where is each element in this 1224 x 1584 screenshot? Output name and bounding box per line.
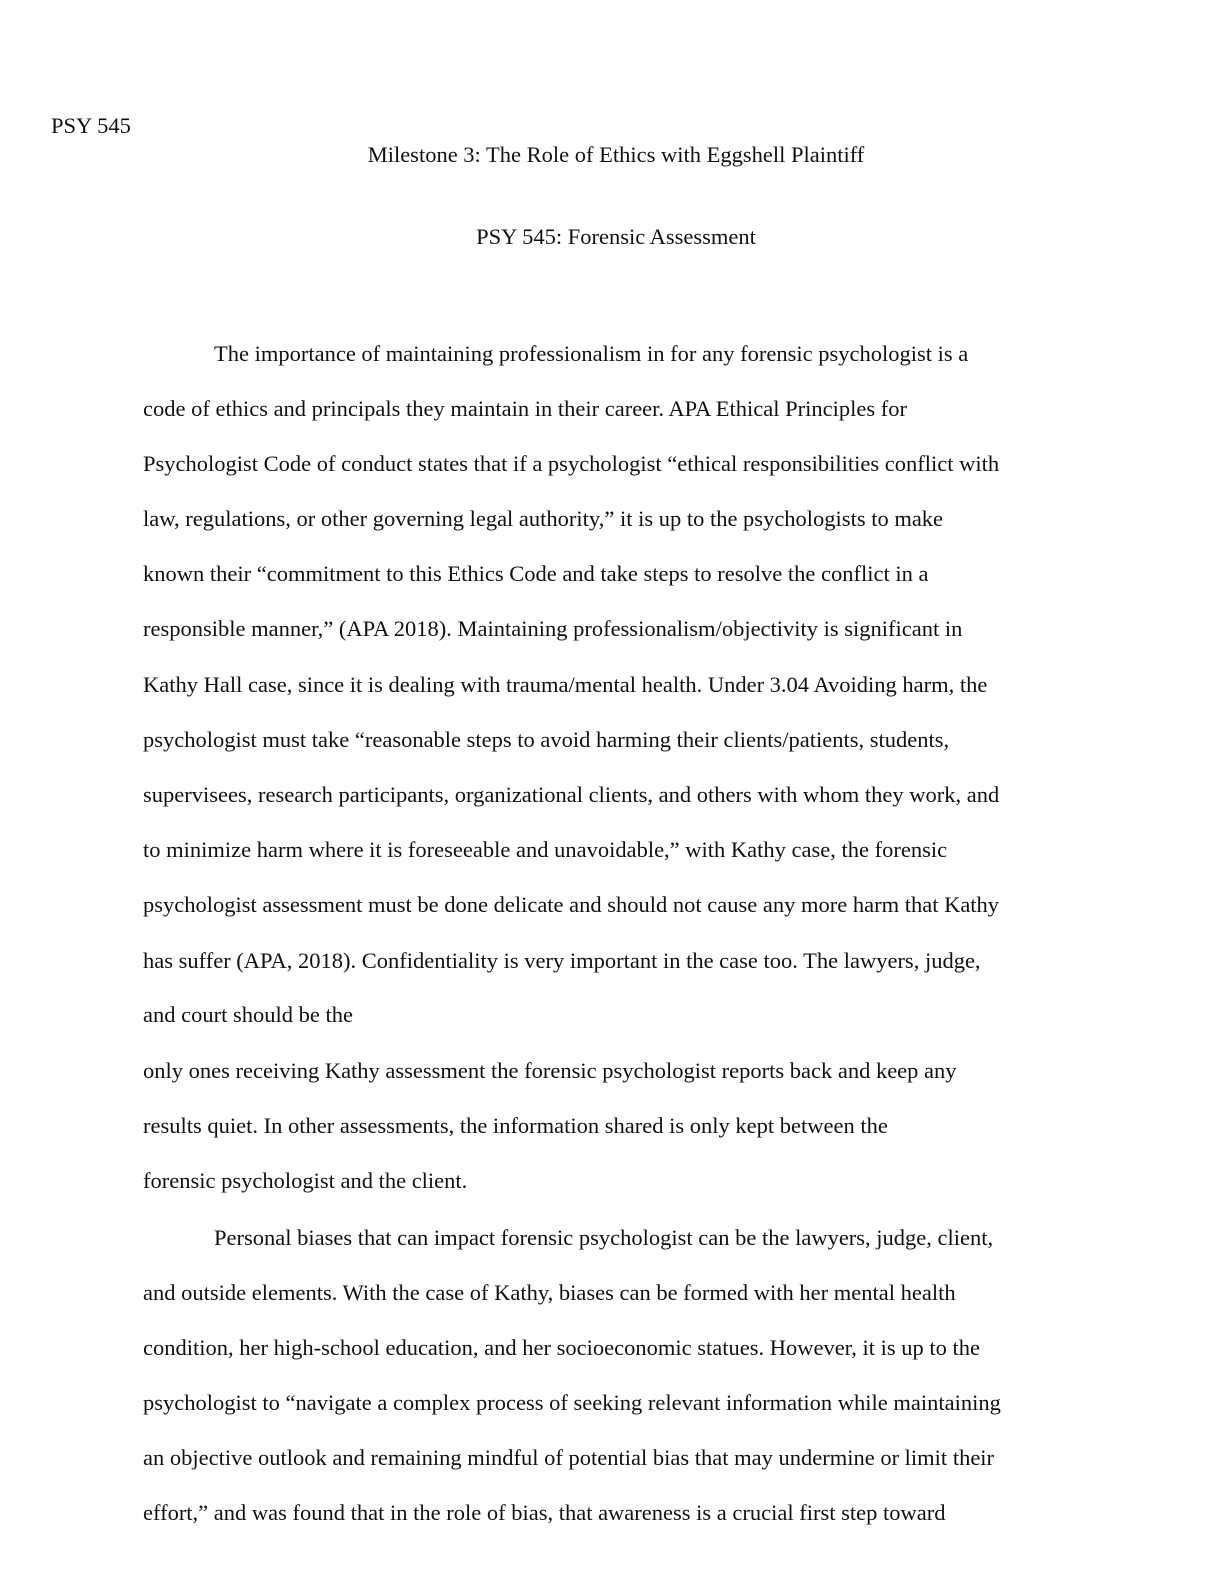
text-line: and court should be the [143,1002,353,1027]
text-line: psychologist assessment must be done delicate and should not cause any more harm that Kathy [143,892,1000,917]
course-title: PSY 545: Forensic Assessment [476,224,756,249]
text-line: an objective outlook and remaining mindful of potential bias that may undermine or limit their [143,1445,995,1470]
text-line: condition, her high-school education, and her socioeconomic statues. However, it is up to the [143,1335,981,1360]
paper-title: Milestone 3: The Role of Ethics with Eggshell Plaintiff [367,142,865,167]
text-line: psychologist must take “reasonable steps to avoid harming their clients/patients, students, [143,727,950,752]
text-line: supervisees, research participants, organizational clients, and others with whom they work, and [143,782,1000,807]
text-line: to minimize harm where it is foreseeable and unavoidable,” with Kathy case, the forensic [143,837,948,862]
text-line: has suffer (APA, 2018). Confidentiality is very important in the case too. The lawyers, judge, [143,948,981,973]
text-line: responsible manner,” (APA 2018). Maintaining professionalism/objectivity is significant in [143,616,963,641]
text-line: results quiet. In other assessments, the information shared is only kept between the [143,1113,888,1138]
text-line: and outside elements. With the case of Kathy, biases can be formed with her mental health [143,1280,956,1305]
text-line: psychologist to “navigate a complex process of seeking relevant information while maintaining [143,1390,1001,1415]
text-line: code of ethics and principals they maintain in their career. APA Ethical Principles for [143,396,907,421]
text-line: Psychologist Code of conduct states that if a psychologist “ethical responsibilities conflict with [143,451,1000,476]
text-line: Kathy Hall case, since it is dealing with trauma/mental health. Under 3.04 Avoiding harm, the [143,672,988,697]
text-line: Personal biases that can impact forensic psychologist can be the lawyers, judge, client, [214,1225,994,1250]
text-line: known their “commitment to this Ethics Code and take steps to resolve the conflict in a [143,561,929,586]
running-head: PSY 545 [51,113,131,138]
text-line: law, regulations, or other governing legal authority,” it is up to the psychologists to make [143,506,944,531]
text-line: The importance of maintaining professionalism in for any forensic psychologist is a [214,341,969,366]
text-line: effort,” and was found that in the role of bias, that awareness is a crucial first step toward [143,1500,946,1525]
text-line: only ones receiving Kathy assessment the forensic psychologist reports back and keep any [143,1058,957,1083]
text-line: forensic psychologist and the client. [143,1168,468,1193]
